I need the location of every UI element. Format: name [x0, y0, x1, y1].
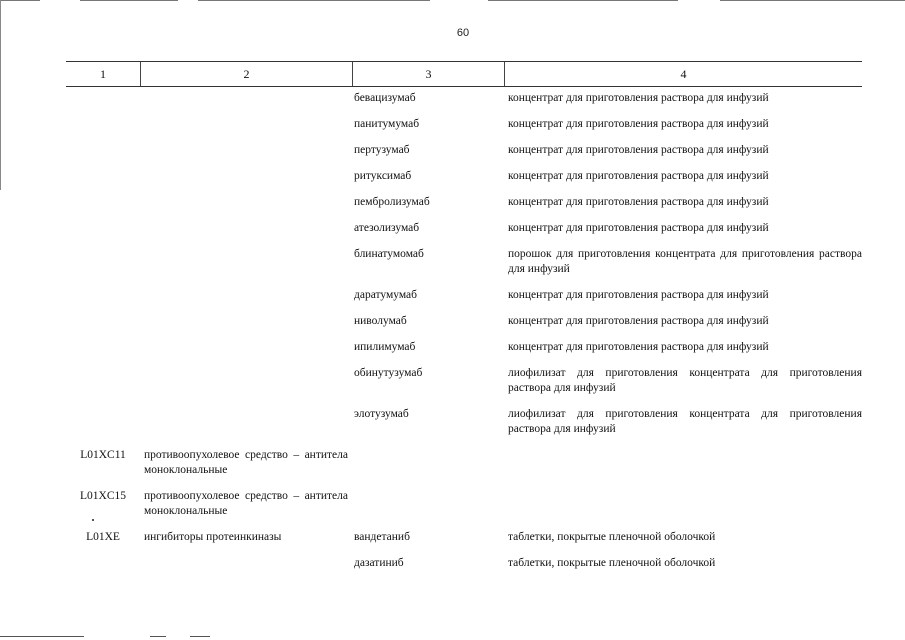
group-name	[140, 366, 352, 407]
table-row	[66, 489, 862, 530]
group-name	[140, 340, 352, 366]
atc-code	[66, 91, 140, 117]
group-name	[140, 143, 352, 169]
group-name	[140, 407, 352, 448]
group-name	[140, 247, 352, 288]
atc-code	[66, 314, 140, 340]
dosage-form: таблетки, покрытые пленочной оболочкой	[508, 531, 716, 543]
scan-line-top-4	[488, 0, 678, 1]
table-row	[66, 448, 862, 489]
drug-name: ритуксимаб	[354, 170, 412, 182]
group-name: ингибиторы протеинкиназы	[144, 531, 282, 543]
scan-line-bottom-1	[0, 636, 84, 637]
dosage-form: таблетки, покрытые пленочной оболочкой	[508, 557, 716, 569]
scan-line-top-1	[0, 0, 40, 1]
table-row	[66, 221, 862, 247]
table-row	[66, 407, 862, 448]
dosage-form: концентрат для приготовления раствора для инфузий	[508, 341, 769, 353]
table-row	[66, 117, 862, 143]
header-col-4: 4	[504, 62, 862, 86]
scan-edge-left	[0, 0, 1, 190]
group-name	[140, 117, 352, 143]
atc-code	[66, 169, 140, 195]
table-row	[66, 91, 862, 117]
dosage-form: порошок для приготовления концентрата для приготовления раствора для инфузий	[508, 248, 862, 275]
table-row	[66, 195, 862, 221]
drug-name	[352, 448, 504, 489]
atc-code	[66, 117, 140, 143]
scan-line-top-3	[198, 0, 430, 1]
drug-name: атезолизумаб	[354, 222, 420, 234]
table-row	[66, 530, 862, 556]
group-name	[140, 314, 352, 340]
dosage-form: концентрат для приготовления раствора для инфузий	[508, 170, 769, 182]
group-name: противоопухолевое средство – антитела моноклональные	[144, 490, 348, 517]
drug-name: обинутузумаб	[354, 367, 423, 379]
dosage-form: концентрат для приготовления раствора для инфузий	[508, 118, 769, 130]
drug-name: элотузумаб	[354, 408, 409, 420]
atc-code	[66, 195, 140, 221]
dosage-form: концентрат для приготовления раствора для инфузий	[508, 315, 769, 327]
group-name	[140, 288, 352, 314]
group-name: противоопухолевое средство – антитела моноклональные	[144, 449, 348, 476]
group-name	[140, 556, 352, 582]
drug-name: вандетаниб	[354, 531, 410, 543]
scan-line-bottom-3	[190, 636, 210, 637]
atc-code	[66, 340, 140, 366]
table-row	[66, 366, 862, 407]
group-name	[140, 169, 352, 195]
table-row	[66, 169, 862, 195]
atc-code: L01XC11	[80, 449, 126, 461]
table-row	[66, 340, 862, 366]
drug-name: дазатиниб	[354, 557, 404, 569]
header-col-2: 2	[140, 62, 352, 86]
table-body	[66, 91, 862, 582]
drug-name: бевацизумаб	[354, 92, 416, 104]
atc-code	[66, 221, 140, 247]
drug-name: ниволумаб	[354, 315, 407, 327]
page-number: 60	[456, 27, 470, 39]
group-name	[140, 91, 352, 117]
atc-code: L01XC15	[80, 490, 126, 502]
atc-code	[66, 247, 140, 288]
dosage-form: лиофилизат для приготовления концентрата для приготовления раствора для инфузий	[508, 408, 862, 435]
drug-name: даратумумаб	[354, 289, 418, 301]
table-row	[66, 556, 862, 582]
atc-code	[66, 288, 140, 314]
dosage-form: концентрат для приготовления раствора для инфузий	[508, 196, 769, 208]
atc-code	[66, 556, 140, 582]
dosage-form: концентрат для приготовления раствора для инфузий	[508, 289, 769, 301]
table-row	[66, 314, 862, 340]
scan-line-bottom-2	[150, 636, 166, 637]
dosage-form: лиофилизат для приготовления концентрата для приготовления раствора для инфузий	[508, 367, 862, 394]
group-name	[140, 195, 352, 221]
scan-line-top-5	[720, 0, 905, 1]
table-row	[66, 288, 862, 314]
table-row	[66, 247, 862, 288]
atc-code	[66, 407, 140, 448]
header-col-3: 3	[352, 62, 504, 86]
drug-name: блинатумомаб	[354, 248, 424, 260]
scan-line-top-2	[80, 0, 178, 1]
dosage-form	[504, 489, 862, 530]
dosage-form	[504, 448, 862, 489]
table-header	[66, 61, 862, 87]
drug-name	[352, 489, 504, 530]
dosage-form: концентрат для приготовления раствора для инфузий	[508, 144, 769, 156]
atc-code: L01XE	[86, 531, 120, 543]
atc-code	[66, 143, 140, 169]
dosage-form: концентрат для приготовления раствора для инфузий	[508, 92, 769, 104]
drug-name: панитумумаб	[354, 118, 420, 130]
dosage-form: концентрат для приготовления раствора для инфузий	[508, 222, 769, 234]
header-col-1: 1	[100, 67, 106, 81]
drug-name: пертузумаб	[354, 144, 410, 156]
drug-name: ипилимумаб	[354, 341, 416, 353]
group-name	[140, 221, 352, 247]
drug-name: пембролизумаб	[354, 196, 430, 208]
atc-code	[66, 366, 140, 407]
table-row	[66, 143, 862, 169]
